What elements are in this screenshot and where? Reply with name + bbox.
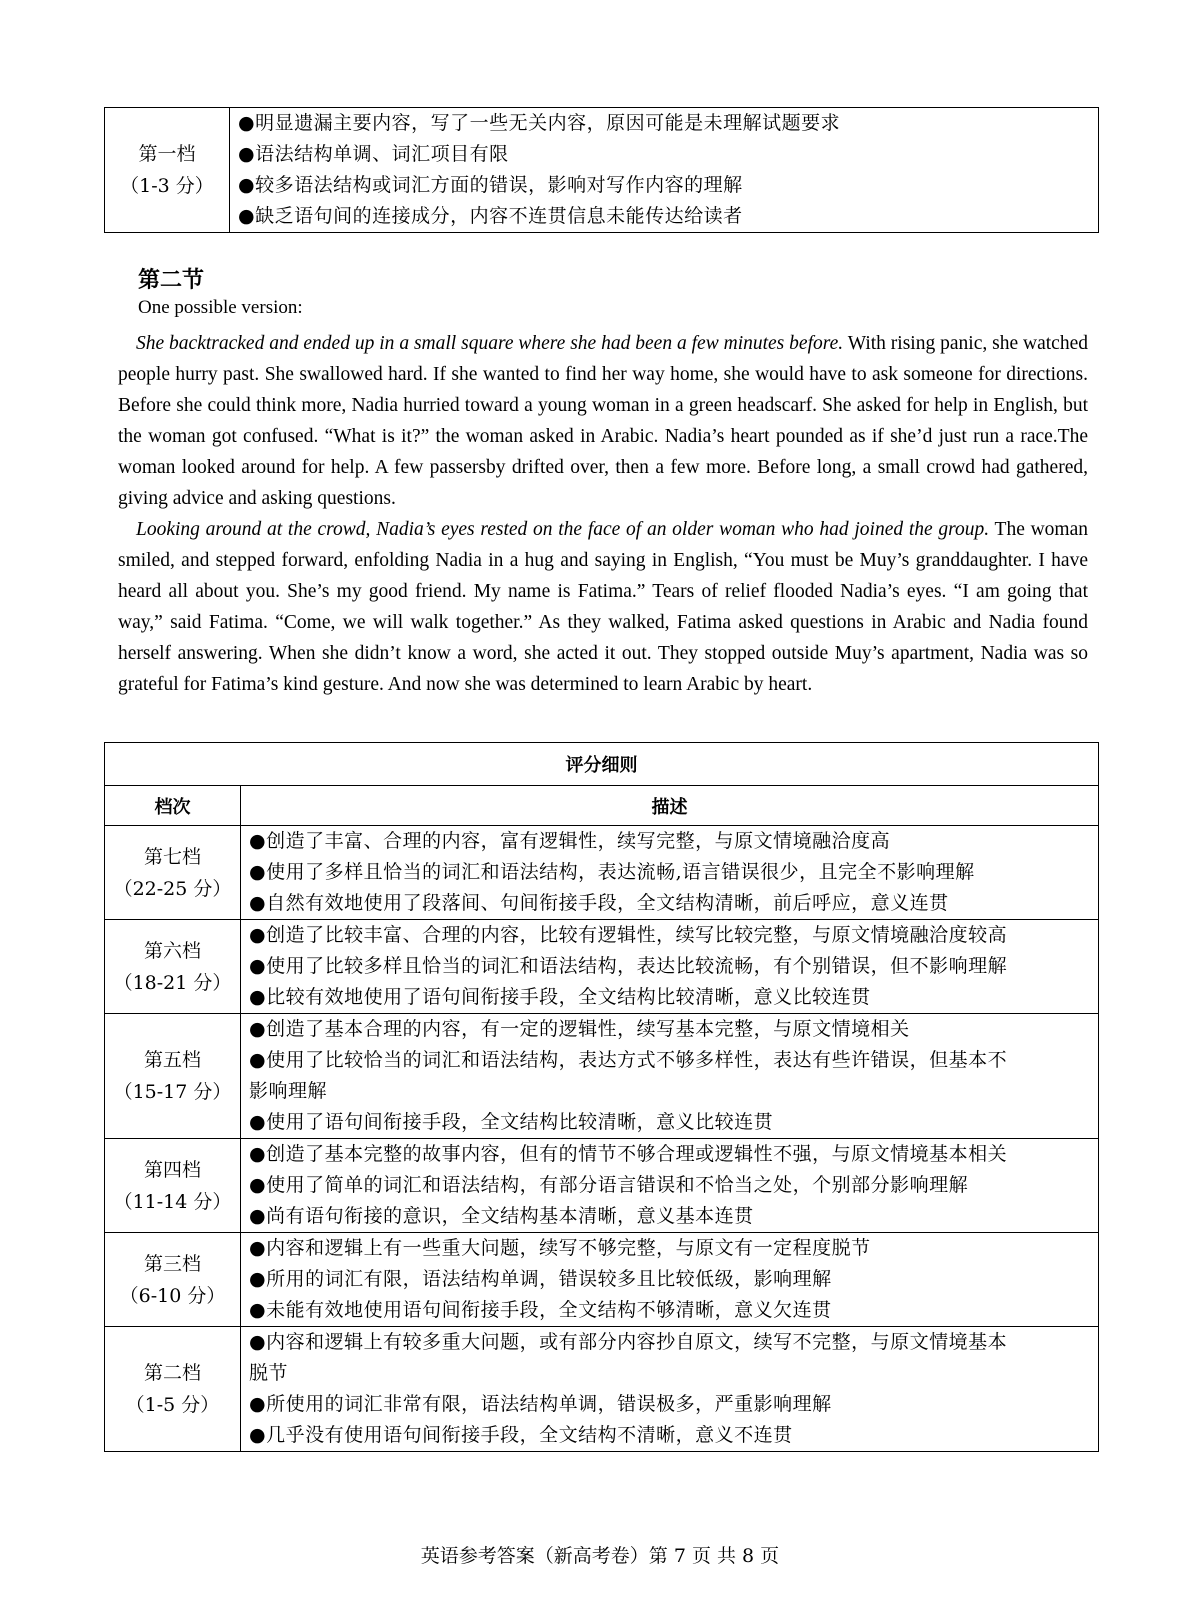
criterion-item: ●几乎没有使用语句间衔接手段，全文结构不清晰，意义不连贯 [249, 1424, 793, 1446]
level-cell [105, 826, 241, 920]
column-header-level: 档次 [105, 786, 241, 826]
level-score: （1-3 分） [120, 175, 214, 197]
criterion-item: ●未能有效地使用语句间衔接手段，全文结构不够清晰，意义欠连贯 [249, 1299, 832, 1321]
level-name: 第三档 [143, 1252, 201, 1275]
essay-body: The woman smiled, and stepped forward, enfolding Nadia in a hug and saying in English, “You must be Muy’s granddaughter. I have heard all about you. She’s my good friend. My name is Fatima.” Tears of relief flooded Nadia’s eyes. “I am going that way,” said Fatima. “Come, we will walk together.” As they walked, Fatima asked questions in Arabic and Nadia found herself answering. When she didn’t know a word, she acted it out. They stopped outside Muy’s apartment, Nadia was so grateful for Fatima’s kind gesture. And now she was determined to learn Arabic by heart. [118, 519, 1088, 695]
level-name: 第四档 [143, 1158, 201, 1181]
level-score: （11-14 分） [113, 1190, 232, 1213]
table-row [105, 108, 1099, 233]
table-row [105, 920, 1099, 1014]
level-cell [105, 920, 241, 1014]
scoring-rubric-table [104, 742, 1099, 1452]
criterion-item-continued: 影响理解 [249, 1080, 328, 1102]
level-score: （22-25 分） [113, 877, 232, 900]
criterion-item: ●使用了多样且恰当的词汇和语法结构，表达流畅,语言错误很少，且完全不影响理解 [249, 861, 975, 883]
description-cell [241, 826, 1099, 920]
level-cell [105, 108, 230, 233]
criterion-item: ●使用了比较多样且恰当的词汇和语法结构，表达比较流畅，有个别错误，但不影响理解 [249, 955, 1008, 977]
criterion-item: ●自然有效地使用了段落间、句间衔接手段，全文结构清晰，前后呼应，意义连贯 [249, 892, 949, 914]
description-cell [241, 1327, 1099, 1452]
level-name: 第二档 [143, 1362, 201, 1384]
table-caption: 评分细则 [105, 743, 1099, 786]
level-name: 第五档 [143, 1049, 201, 1071]
level-cell [105, 1233, 241, 1327]
table-header-row [105, 786, 1099, 826]
criterion-item: ●创造了基本合理的内容，有一定的逻辑性，续写基本完整，与原文情境相关 [249, 1018, 910, 1040]
table-row [105, 1233, 1099, 1327]
criterion-item: ●使用了语句间衔接手段，全文结构比较清晰，意义比较连贯 [249, 1111, 774, 1133]
page-footer: 英语参考答案（新高考卷）第 7 页 共 8 页 [420, 1545, 780, 1567]
table-row [105, 1014, 1099, 1139]
criterion-item: ●所使用的词汇非常有限，语法结构单调，错误极多，严重影响理解 [249, 1393, 832, 1415]
table-row [105, 826, 1099, 920]
essay-body: With rising panic, she watched people hurry past. She swallowed hard. If she wanted to find her way home, she would have to ask someone for directions. Before she could think more, Nadia hurried toward a young woman in a green headscarf. She asked for help in English, but the woman got confused. “What is it?” the woman asked in Arabic. Nadia’s heart pounded as if she’d just run a race.The woman looked around for help. A few passersby drifted over, then a few more. Before long, a small crowd had gathered, giving advice and asking questions. [118, 333, 1088, 509]
description-cell [241, 1139, 1099, 1233]
criterion-item: ●较多语法结构或词汇方面的错误，影响对写作内容的理解 [238, 174, 743, 196]
criterion-item: ●语法结构单调、词汇项目有限 [238, 143, 509, 165]
level-cell [105, 1014, 241, 1139]
criterion-item: ●创造了比较丰富、合理的内容，比较有逻辑性，续写比较完整，与原文情境融洽度较高 [249, 924, 1008, 946]
description-cell [230, 108, 1099, 233]
level-score: （1-5 分） [125, 1394, 220, 1416]
table-row [105, 1139, 1099, 1233]
level-name: 第七档 [143, 845, 201, 868]
level-cell [105, 1327, 241, 1452]
description-cell [241, 1233, 1099, 1327]
level-name: 第六档 [143, 939, 201, 962]
description-cell [241, 1014, 1099, 1139]
level-cell [105, 1139, 241, 1233]
criterion-item: ●尚有语句衔接的意识，全文结构基本清晰，意义基本连贯 [249, 1205, 754, 1227]
level-score: （15-17 分） [113, 1081, 232, 1103]
criterion-item: ●使用了简单的词汇和语法结构，有部分语言错误和不恰当之处，个别部分影响理解 [249, 1174, 969, 1196]
section-title: 第二节 [138, 268, 205, 293]
level-name: 第一档 [138, 143, 196, 165]
criterion-item: ●缺乏语句间的连接成分，内容不连贯信息未能传达给读者 [238, 205, 743, 227]
table-row [105, 1327, 1099, 1452]
level-score: （18-21 分） [113, 971, 232, 994]
sample-essay [118, 328, 1088, 700]
essay-lead-sentence: She backtracked and ended up in a small square where she had been a few minutes before. [136, 333, 844, 354]
criterion-item: ●使用了比较恰当的词汇和语法结构，表达方式不够多样性，表达有些许错误，但基本不 [249, 1049, 1008, 1071]
essay-lead-sentence: Looking around at the crowd, Nadia’s eyes rested on the face of an older woman who had joined the group. [136, 519, 990, 540]
essay-paragraph-1 [118, 328, 1088, 514]
criterion-item: ●创造了基本完整的故事内容，但有的情节不够合理或逻辑性不强，与原文情境基本相关 [249, 1143, 1008, 1165]
essay-paragraph-2 [118, 514, 1088, 700]
criterion-item-continued: 脱节 [249, 1362, 289, 1384]
level-score: （6-10 分） [119, 1284, 226, 1307]
table-caption-row [105, 743, 1099, 786]
criterion-item: ●明显遗漏主要内容，写了一些无关内容，原因可能是未理解试题要求 [238, 112, 841, 134]
criterion-item: ●所用的词汇有限，语法结构单调，错误较多且比较低级，影响理解 [249, 1268, 832, 1290]
version-intro: One possible version: [138, 297, 303, 318]
criterion-item: ●内容和逻辑上有较多重大问题，或有部分内容抄自原文，续写不完整，与原文情境基本 [249, 1331, 1008, 1353]
column-header-description: 描述 [241, 786, 1099, 826]
description-cell [241, 920, 1099, 1014]
criterion-item: ●内容和逻辑上有一些重大问题，续写不够完整，与原文有一定程度脱节 [249, 1237, 871, 1259]
criterion-item: ●比较有效地使用了语句间衔接手段，全文结构比较清晰，意义比较连贯 [249, 986, 871, 1008]
grade-table-top [104, 107, 1099, 233]
criterion-item: ●创造了丰富、合理的内容，富有逻辑性，续写完整，与原文情境融洽度高 [249, 830, 891, 852]
